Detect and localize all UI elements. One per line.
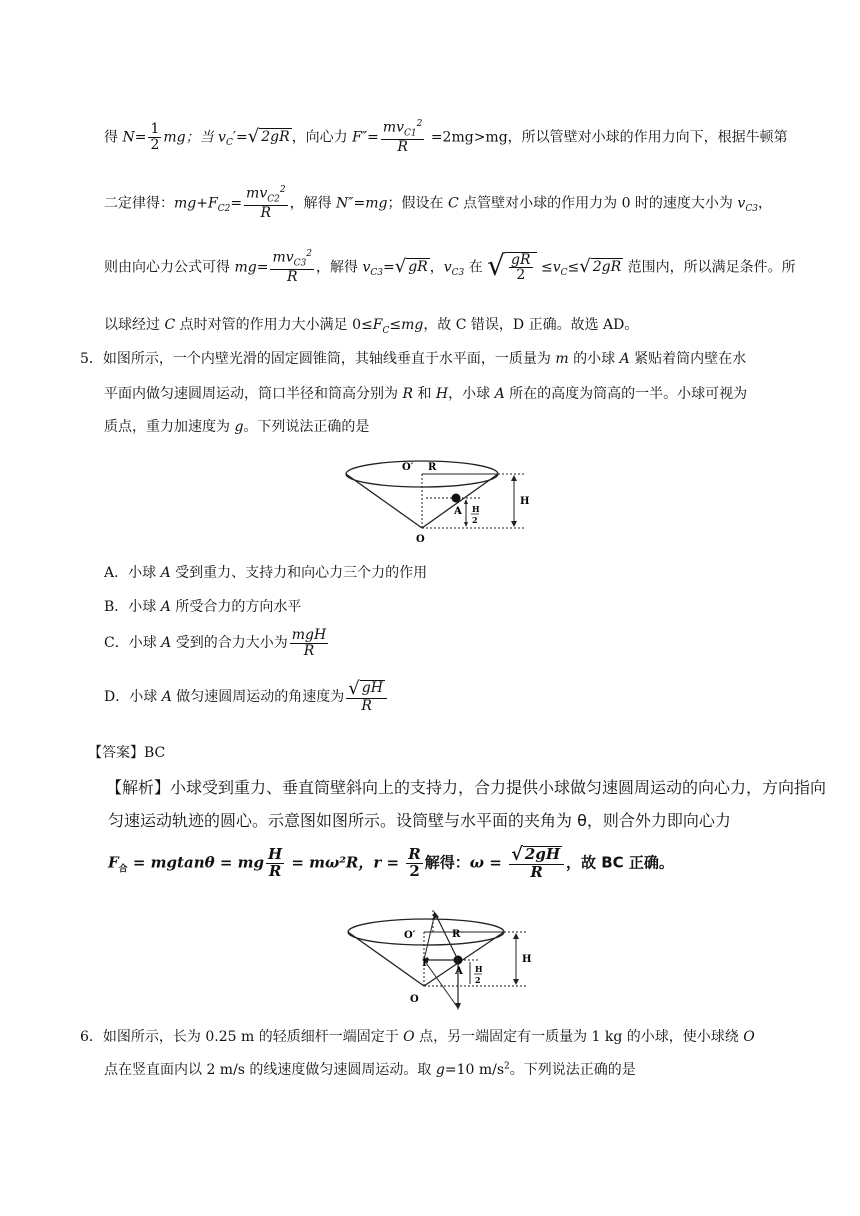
- question-number: 6．: [80, 1029, 103, 1045]
- text: v: [362, 259, 371, 276]
- radicand: 2gR: [592, 259, 622, 276]
- text: 点时对管的作用力大小满足 0≤: [175, 317, 373, 333]
- text: 以球经过: [104, 317, 165, 333]
- label-A: A: [454, 506, 462, 517]
- label-O: O: [410, 994, 419, 1005]
- answer-text: 【答案】BC: [88, 745, 166, 761]
- text: =: [381, 853, 405, 872]
- fraction-mgH-over-R: [290, 628, 328, 658]
- text: 受到重力、支持力和向心力三个力的作用: [170, 565, 428, 581]
- text: 则由向心力公式可得: [104, 259, 235, 276]
- arrow-head: [511, 521, 517, 527]
- text: ，故 BC 正确。: [566, 853, 674, 872]
- text: 如图所示，一个内壁光滑的固定圆锥筒，其轴线垂直于水平面，一质量为: [102, 351, 556, 367]
- fraction-R-over-2: [406, 847, 422, 880]
- text: O: [743, 1029, 755, 1045]
- sqrt-2gR: √ 2gR: [247, 126, 290, 148]
- text: 【解析】小球受到重力、垂直筒壁斜向上的支持力，合力提供小球做匀速圆周运动的向心力，方向指向: [106, 778, 827, 797]
- text: 解得：: [424, 853, 470, 872]
- subscript: C3: [293, 258, 307, 269]
- text: R: [402, 386, 413, 402]
- sqrt-gR-over-2: √ $\frac{gR}{2}$: [487, 252, 536, 283]
- text: ′=: [232, 129, 248, 146]
- text: ，解得: [315, 259, 363, 276]
- text: v: [218, 129, 226, 146]
- text: A: [160, 599, 171, 615]
- text: 范围内，所以满足条件。所: [623, 259, 796, 276]
- cone-wall-right: [422, 474, 498, 528]
- radicand: gR: [408, 259, 428, 276]
- text: ；假设在: [387, 195, 448, 212]
- text: v: [552, 259, 561, 276]
- text: 二定律得：: [104, 195, 174, 212]
- cone-figure-1: [336, 452, 532, 548]
- solution-line-1: [104, 120, 788, 155]
- label-O: O: [416, 534, 425, 545]
- text: ，小球: [448, 386, 495, 402]
- denominator: R: [530, 863, 543, 881]
- text: ，解得: [289, 195, 337, 212]
- solution-line-2: [104, 186, 772, 221]
- text: A: [494, 386, 505, 402]
- numerator: H: [267, 845, 283, 864]
- subscript: C: [560, 268, 568, 279]
- option-B: [104, 596, 301, 616]
- option-D: [104, 680, 389, 714]
- text: m: [555, 351, 569, 367]
- text: mg；当: [163, 129, 219, 146]
- text: ，: [429, 259, 444, 276]
- text: F″=: [352, 129, 379, 146]
- label-F: F: [422, 958, 430, 969]
- numerator: 1: [150, 121, 160, 138]
- q5-line-1: [80, 348, 746, 368]
- text: =: [230, 195, 243, 212]
- text: =10 m/s: [444, 1062, 505, 1078]
- analysis-line-1: [106, 775, 826, 798]
- q6-line-2: [104, 1059, 636, 1079]
- text: 如图所示，长为 0.25 m 的轻质细杆一端固定于: [102, 1029, 404, 1045]
- subscript: C3: [745, 204, 758, 215]
- text: =: [256, 259, 269, 276]
- label-R: R: [428, 462, 437, 473]
- analysis-line-3: [108, 846, 674, 881]
- subscript: C1: [404, 128, 417, 139]
- label-H: H: [520, 496, 530, 507]
- radicand: 2gH: [524, 845, 561, 863]
- cone-wall-left: [346, 474, 422, 528]
- text: 在: [464, 259, 488, 276]
- arrow-head: [455, 1003, 461, 1010]
- subscript: C2: [267, 194, 280, 205]
- fraction-sqrt-gH-over-R: √ gH R: [346, 680, 387, 714]
- text: O: [403, 1029, 415, 1045]
- option-label: B．: [104, 599, 129, 615]
- numerator: mv: [382, 119, 405, 136]
- fraction-half: [148, 122, 161, 152]
- label-O-prime: O′: [404, 930, 416, 941]
- text: ≤: [536, 259, 553, 276]
- superscript: 2: [416, 119, 423, 129]
- q6-line-1: [80, 1026, 755, 1046]
- superscript: 2: [306, 249, 312, 259]
- text: ，向心力: [291, 129, 353, 146]
- q5-line-3: [104, 416, 369, 436]
- label-H: H: [522, 954, 532, 965]
- arrow-head: [513, 979, 519, 985]
- denominator: R: [303, 642, 315, 659]
- subscript: C3: [370, 268, 383, 279]
- text: 得: [104, 129, 123, 146]
- text: mg: [234, 259, 257, 276]
- denominator: R: [260, 204, 272, 221]
- text: ω =: [469, 853, 508, 872]
- answer: [88, 742, 165, 762]
- text: mg: [401, 317, 424, 333]
- superscript: 2: [504, 1061, 510, 1072]
- denominator: 2: [516, 267, 526, 284]
- label-half-num: H: [472, 504, 480, 514]
- arrow-head: [511, 475, 517, 481]
- text: g: [435, 1062, 445, 1078]
- radicand: gH: [361, 680, 383, 696]
- denominator: 2: [409, 861, 420, 880]
- label-half-den: 2: [475, 975, 481, 985]
- text: ，: [757, 195, 772, 212]
- text: 小球: [128, 635, 162, 652]
- text: 所在的高度为筒高的一半。小球可视为: [504, 386, 748, 402]
- denominator: R: [397, 138, 408, 155]
- denominator: R: [286, 268, 298, 285]
- text: 所受合力的方向水平: [170, 599, 302, 615]
- text: 。下列说法正确的是: [243, 419, 370, 435]
- label-O-prime: O′: [402, 462, 414, 473]
- subscript: C: [382, 325, 390, 336]
- sqrt-2gR: √ 2gR: [579, 256, 622, 278]
- label-A: A: [455, 966, 463, 977]
- numerator: mgH: [291, 627, 327, 643]
- denominator: 2: [150, 136, 160, 153]
- option-label: A．: [104, 565, 129, 581]
- label-half-den: 2: [472, 515, 478, 525]
- force-triangle-side: [424, 913, 435, 960]
- question-number: 5．: [80, 351, 103, 367]
- text: =2mg>mg，所以管壁对小球的作用力向下，根据牛顿第: [426, 129, 788, 146]
- text: 点在竖直面内以 2 m/s 的线速度做匀速圆周运动。取: [104, 1062, 436, 1078]
- option-label: C．: [104, 635, 129, 652]
- text: 和: [413, 386, 436, 402]
- subscript: C3: [451, 268, 465, 279]
- text: A: [161, 688, 172, 705]
- solution-line-4: [104, 314, 638, 336]
- fraction-centripetal-c2: [244, 186, 288, 221]
- label-half-num: H: [475, 964, 483, 974]
- text: = mω²R，: [286, 853, 374, 872]
- fraction-centripetal-c3: [270, 250, 314, 285]
- solution-line-3: [104, 250, 796, 285]
- arrow-head: [464, 499, 468, 504]
- text: 做匀速圆周运动的角速度为: [171, 688, 345, 705]
- text: 紧贴着筒内壁在水: [629, 351, 747, 367]
- text: N″=mg: [336, 195, 388, 212]
- text: v: [737, 195, 746, 212]
- q5-line-2: [104, 383, 747, 403]
- fraction-omega: √ 2gH R: [509, 846, 564, 881]
- text: 。下列说法正确的是: [509, 1062, 636, 1078]
- text: 点管壁对小球的作用力为 0 时的速度大小为: [458, 195, 738, 212]
- subscript: C2: [217, 204, 231, 215]
- text: r: [373, 853, 382, 872]
- denominator: R: [361, 698, 372, 714]
- arrow-head: [464, 522, 468, 527]
- text: H: [435, 386, 449, 402]
- text: F: [372, 317, 383, 333]
- text: =: [382, 259, 395, 276]
- fraction-centripetal-c1: [381, 120, 425, 155]
- text: C: [447, 195, 459, 212]
- radicand: 2gR: [261, 129, 290, 146]
- ball-A: [452, 494, 461, 503]
- text: 小球: [129, 688, 162, 705]
- fraction-H-over-R: [266, 847, 284, 880]
- text: ≤: [389, 317, 402, 333]
- subscript: 合: [118, 864, 128, 875]
- text: 小球: [128, 565, 161, 581]
- text: 平面内做匀速圆周运动，筒口半径和筒高分别为: [104, 386, 403, 402]
- text: 小球: [128, 599, 161, 615]
- text: A: [161, 635, 172, 652]
- denominator: R: [268, 861, 282, 880]
- numerator: R: [408, 845, 421, 864]
- text: 的小球: [568, 351, 620, 367]
- cone-wall-right: [424, 932, 504, 986]
- text: A: [160, 565, 171, 581]
- sqrt-gR: √ gR: [394, 256, 428, 278]
- text: g: [234, 419, 244, 435]
- text: F: [108, 853, 119, 872]
- text: N: [122, 129, 135, 146]
- text: 匀速运动轨迹的圆心。示意图如图所示。设筒壁与水平面的夹角为 θ，则合外力即向心力: [108, 811, 731, 830]
- analysis-line-2: [108, 808, 731, 831]
- cone-figure-2: [340, 910, 536, 1014]
- text: v: [443, 259, 452, 276]
- numerator: mv: [246, 185, 268, 202]
- text: mg+F: [174, 195, 218, 212]
- subscript: C: [225, 138, 233, 149]
- text: 受到的合力大小为: [171, 635, 288, 652]
- text: 点，另一端固定有一质量为 1 kg 的小球，使小球绕: [414, 1029, 744, 1045]
- text: A: [619, 351, 630, 367]
- text: ≤: [567, 259, 580, 276]
- option-label: D．: [104, 688, 130, 705]
- text: =: [134, 129, 147, 146]
- label-R: R: [452, 929, 461, 940]
- numerator: mv: [272, 249, 294, 266]
- arrow-head: [513, 933, 519, 939]
- text: 质点，重力加速度为: [104, 419, 235, 435]
- numerator: gR: [511, 251, 531, 268]
- text: ，故 C 错误，D 正确。故选 AD。: [423, 317, 639, 333]
- text: = mgtanθ = mg: [127, 853, 264, 872]
- superscript: 2: [279, 185, 286, 195]
- option-C: [104, 628, 330, 658]
- option-A: [104, 562, 427, 582]
- text: C: [164, 317, 176, 333]
